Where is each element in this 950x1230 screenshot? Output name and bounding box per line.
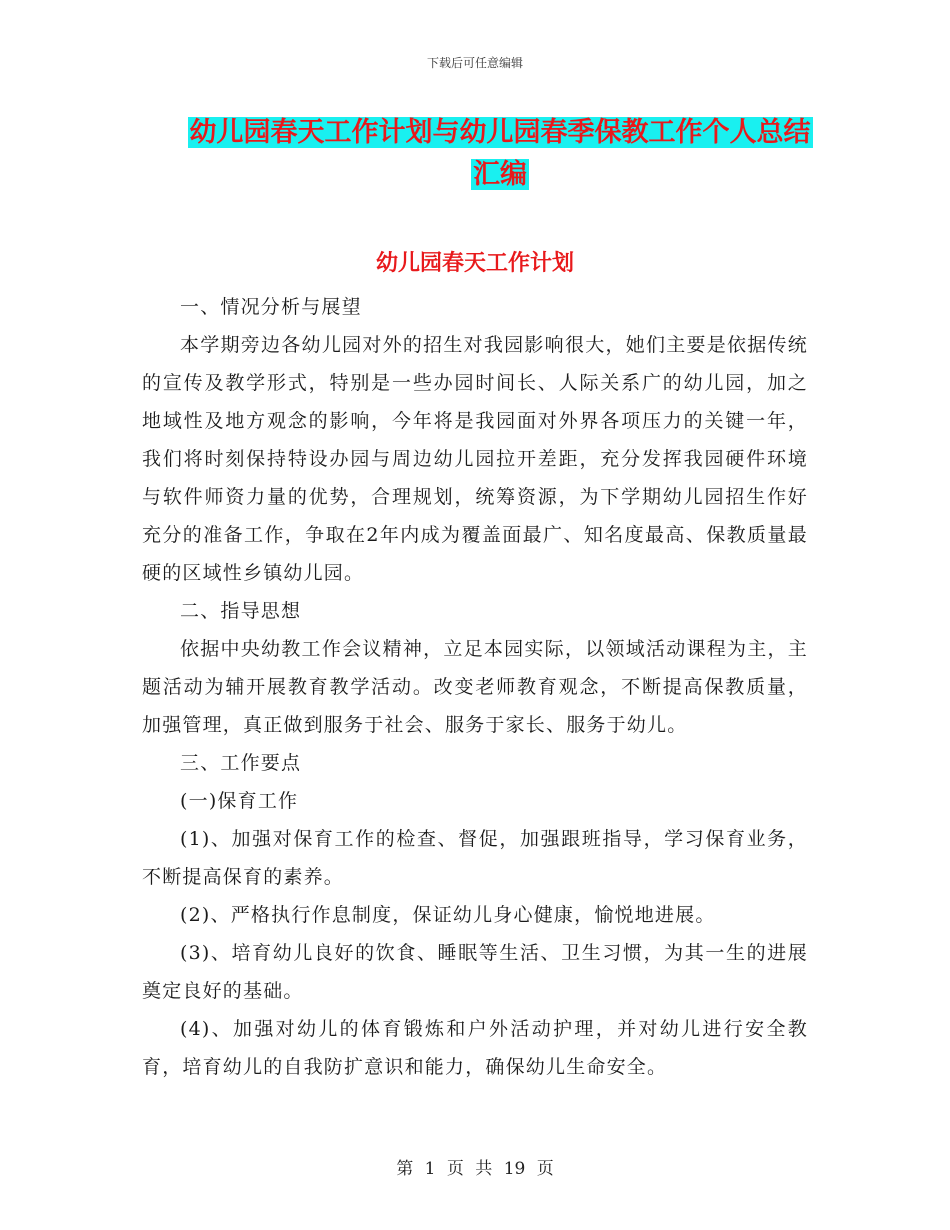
document-title-line-2: 汇编 bbox=[473, 159, 527, 190]
document-title-line-1: 幼儿园春天工作计划与幼儿园春季保教工作个人总结 bbox=[189, 117, 811, 148]
paragraph-heading-1: 一、情况分析与展望 bbox=[180, 296, 362, 318]
paragraph: 本学期旁边各幼儿园对外的招生对我园影响很大，她们主要是依据传统的宣传及教学形式，特别是一些办园时间长、人际关系广的幼儿园，加之地域性及地方观念的影响，今年将是我园面对外界各项压力的关键一年，我们将时刻保持特设办园与周边幼儿园拉开差距，充分发挥我园硬件环境与软件师资力量的优势，合理规划，统筹资源，为下学期幼儿园招生作好充分的准备工作，争取在2年内成为覆盖面最广、知名度最高、保教质量最硬的区域性乡镇幼儿园。 bbox=[142, 334, 808, 584]
list-item: (4)、加强对幼儿的体育锻炼和户外活动护理，并对幼儿进行安全教育，培育幼儿的自我防扩意识和能力，确保幼儿生命安全。 bbox=[142, 1018, 808, 1078]
paragraph-heading-2: 二、指导思想 bbox=[180, 600, 302, 622]
page-footer: 第 1 页 共 19 页 bbox=[396, 1159, 554, 1179]
header-note: 下载后可任意编辑 bbox=[426, 56, 523, 70]
document-body bbox=[142, 288, 808, 1086]
paragraph-heading-3: 三、工作要点 bbox=[180, 752, 302, 774]
list-item: (1)、加强对保育工作的检查、督促，加强跟班指导，学习保育业务，不断提高保育的素养。 bbox=[142, 828, 808, 888]
document-title bbox=[150, 112, 850, 196]
section-title: 幼儿园春天工作计划 bbox=[375, 251, 574, 276]
list-item: (2)、严格执行作息制度，保证幼儿身心健康，愉悦地进展。 bbox=[180, 904, 716, 926]
list-item: (3)、培育幼儿良好的饮食、睡眠等生活、卫生习惯，为其一生的进展奠定良好的基础。 bbox=[142, 942, 808, 1002]
paragraph: 依据中央幼教工作会议精神，立足本园实际，以领域活动课程为主，主题活动为辅开展教育教学活动。改变老师教育观念，不断提高保教质量，加强管理，真正做到服务于社会、服务于家长、服务于幼儿。 bbox=[142, 638, 808, 736]
subheading: (一)保育工作 bbox=[180, 790, 299, 812]
